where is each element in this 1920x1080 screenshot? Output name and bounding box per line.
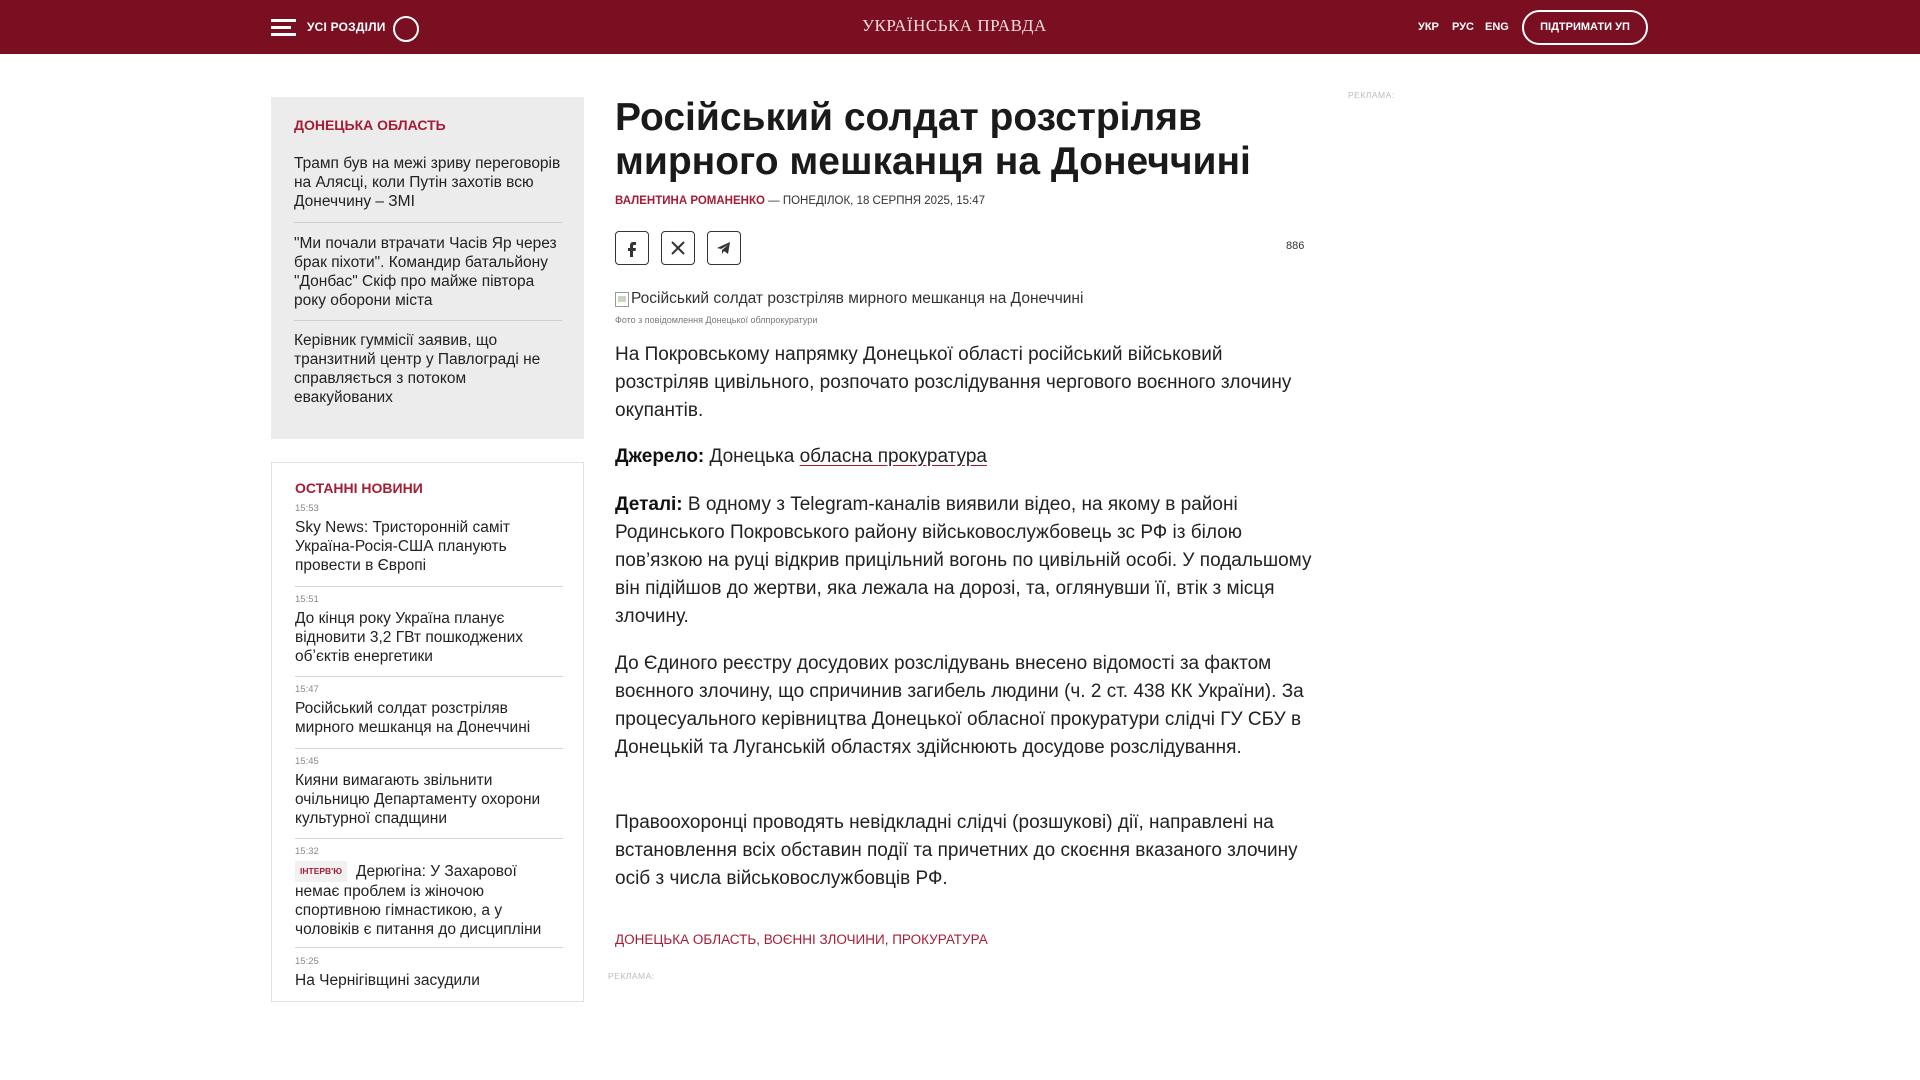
site-logo[interactable]: УКРАЇНСЬКА ПРАВДА	[862, 16, 1047, 35]
article-title: Російський солдат розстріляв мирного мешканця на Донеччині	[615, 96, 1251, 183]
article-source	[615, 443, 1315, 471]
source-label: Джерело:	[615, 446, 705, 467]
region-news-box	[271, 97, 584, 439]
broken-image-icon	[615, 292, 629, 307]
interview-badge: ІНТЕРВ'Ю	[295, 861, 347, 882]
details-text: В одному з Telegram-каналів виявили відео, на якому в районі Родинського Покровського району військовослужбовець зс РФ із білою пов’язкою на руці відкрив прицільний вогонь по цивільній особі. У подальшому він підійшов до жертви, яка лежала на дорозі, та, оглянувши її, втік з місця злочину.	[615, 494, 1312, 627]
region-title[interactable]: ДОНЕЦЬКА ОБЛАСТЬ	[294, 117, 446, 133]
image-caption: Фото з повідомлення Донецької облпрокуратури	[615, 315, 818, 325]
share-twitter-button[interactable]	[661, 231, 695, 265]
divider	[295, 838, 563, 839]
telegram-icon	[715, 239, 733, 257]
divider	[295, 947, 563, 948]
article-paragraph: Правоохоронці проводять невідкладні слідчі (розшукові) дії, направлені на встановлення всіх обставин події та причетних до скоєння вказаного злочину осіб з числа військовослужбовців РФ.	[615, 812, 1298, 889]
news-time: 15:51	[295, 594, 319, 605]
divider	[295, 676, 563, 677]
all-sections-link[interactable]: УСІ РОЗДІЛИ	[307, 20, 386, 34]
tag-prosecutor[interactable]: ПРОКУРАТУРА	[892, 932, 988, 947]
details-label: Деталі:	[615, 494, 683, 515]
support-button[interactable]: ПІДТРИМАТИ УП	[1522, 10, 1648, 45]
ad-label: РЕКЛАМА:	[608, 971, 655, 981]
ad-label: РЕКЛАМА:	[1348, 90, 1395, 100]
region-news-item[interactable]: Трамп був на межі зриву переговорів на Алясці, коли Путін захотів всю Донеччину – ЗМІ	[294, 155, 561, 210]
news-time: 15:45	[295, 756, 319, 767]
site-header	[0, 0, 1920, 54]
article-image	[615, 290, 1083, 308]
publish-date: — ПОНЕДІЛОК, 18 СЕРПНЯ 2025, 15:47	[768, 195, 986, 207]
x-icon	[669, 239, 687, 257]
latest-news-box	[271, 462, 584, 1002]
news-time: 15:25	[295, 956, 319, 967]
author-link[interactable]: ВАЛЕНТИНА РОМАНЕНКО	[615, 195, 765, 207]
news-item[interactable]: На Чернігівщині засудили	[295, 972, 480, 989]
article-paragraph: До Єдиного реєстру досудових розслідувань внесено відомості за фактом воєнного злочину, що спричинив загибель людини (ч. 2 ст. 438 КК України). За процесуального керівництва Донецької обласної прокуратури слідчі ГУ СБУ в Донецькій та Луганській областях здійснюють досудове розслідування.	[615, 653, 1304, 758]
article-tags: ДОНЕЦЬКА ОБЛАСТЬ, ВОЄННІ ЗЛОЧИНИ, ПРОКУРАТУРА	[615, 932, 988, 947]
news-time: 15:32	[295, 846, 319, 857]
image-alt-text: Російський солдат розстріляв мирного мешканця на Донеччині	[631, 290, 1084, 307]
share-telegram-button[interactable]	[707, 231, 741, 265]
tag-donetsk[interactable]: ДОНЕЦЬКА ОБЛАСТЬ	[615, 932, 757, 947]
views-count: 886	[1286, 240, 1305, 252]
divider	[295, 748, 563, 749]
news-item[interactable]: Російський солдат розстріляв мирного мешканця на Донеччині	[295, 700, 531, 736]
share-facebook-button[interactable]	[615, 231, 649, 265]
divider	[294, 320, 562, 321]
region-news-item[interactable]: Керівник гуммісії заявив, що транзитний центр у Павлограді не справляється з потоком евакуйованих	[294, 332, 541, 406]
news-time: 15:53	[295, 503, 319, 514]
source-text: Донецька	[709, 446, 795, 467]
tag-war-crimes[interactable]: ВОЄННІ ЗЛОЧИНИ	[763, 932, 885, 947]
search-icon[interactable]	[393, 16, 419, 42]
news-item[interactable]	[295, 861, 565, 939]
news-item-text: Дерюгіна: У Захарової немає проблем із жіночою спортивною гімнастикою, а у чоловіків є питання до дисципліни	[295, 863, 542, 938]
article-paragraph: На Покровському напрямку Донецької області російський військовий розстріляв цивільного, розпочато розслідування чергового воєнного злочину окупантів.	[615, 344, 1292, 421]
article-details	[615, 491, 1315, 631]
divider	[295, 586, 563, 587]
news-item[interactable]: Sky News: Тристоронній саміт Україна-Росія-США планують провести в Європі	[295, 519, 511, 574]
latest-news-title[interactable]: ОСТАННІ НОВИНИ	[295, 480, 423, 496]
lang-eng[interactable]: ENG	[1485, 21, 1509, 33]
region-news-item[interactable]: "Ми почали втрачати Часів Яр через брак піхоти". Командир батальйону "Донбас" Скіф про майже півтора року оборони міста	[294, 235, 557, 309]
news-item[interactable]: До кінця року Україна планує відновити 3,2 ГВт пошкоджених обʼєктів енергетики	[295, 610, 524, 665]
byline	[615, 195, 985, 207]
menu-icon[interactable]	[271, 19, 296, 37]
news-time: 15:47	[295, 684, 319, 695]
source-link[interactable]: обласна прокуратура	[799, 446, 987, 467]
news-item[interactable]: Кияни вимагають звільнити очільницю Департаменту охорони культурної спадщини	[295, 772, 541, 827]
facebook-icon	[623, 239, 641, 257]
lang-ukr[interactable]: УКР	[1418, 21, 1439, 33]
lang-rus[interactable]: РУС	[1452, 21, 1474, 33]
divider	[294, 222, 562, 223]
